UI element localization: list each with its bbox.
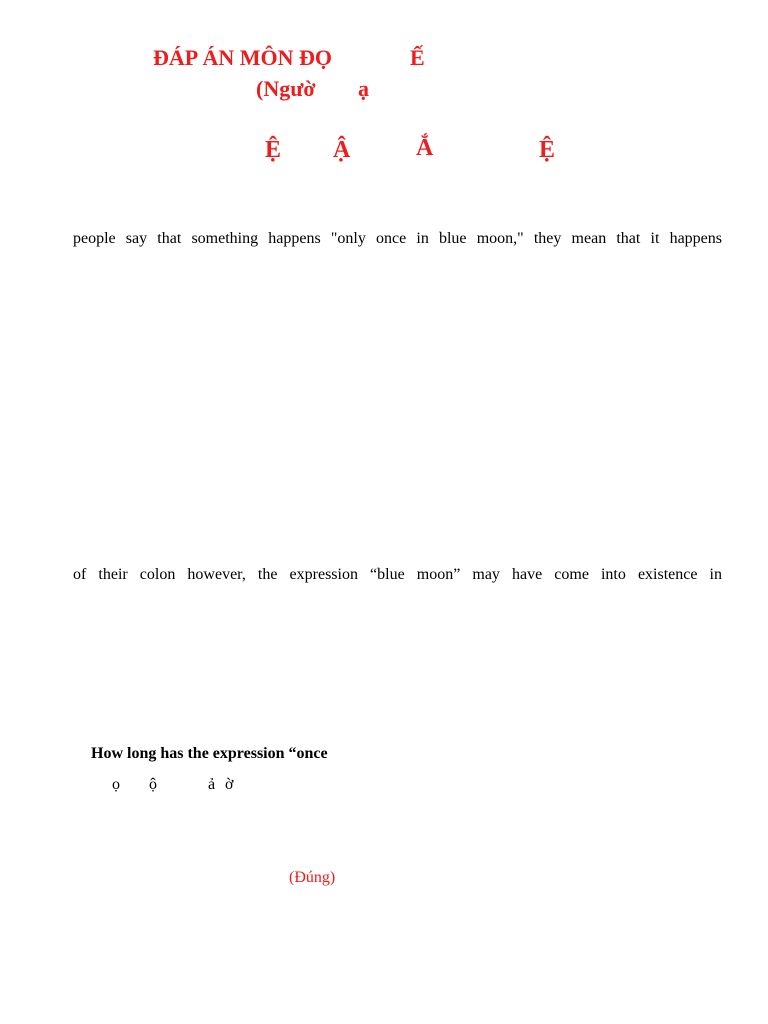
- paragraph-line-1: people say that something happens "only once in blue moon," they mean that it happens: [73, 230, 722, 247]
- question-fragment-2: ộ: [149, 776, 157, 793]
- section-mark-3: Ắ: [416, 135, 434, 161]
- question-text: How long has the expression “once: [91, 745, 328, 762]
- paragraph-line-2: of their colon however, the expression “blue moon” may have come into existence in: [73, 566, 722, 583]
- question-fragment-4: ờ: [225, 776, 234, 793]
- title-line-1: ĐÁP ÁN MÔN ĐỌ: [153, 45, 333, 70]
- question-fragment-3: ả: [208, 776, 216, 793]
- section-mark-4: Ệ: [539, 137, 556, 163]
- answer-correct-label: (Đúng): [289, 869, 336, 886]
- title-line-1-tail: Ế: [410, 45, 425, 70]
- title-line-2: (Ngườ: [256, 76, 316, 101]
- section-mark-2: Ậ: [333, 137, 351, 163]
- section-mark-1: Ệ: [265, 137, 282, 163]
- title-line-2-tail: ạ: [358, 76, 369, 101]
- question-fragment-1: ọ: [112, 776, 120, 793]
